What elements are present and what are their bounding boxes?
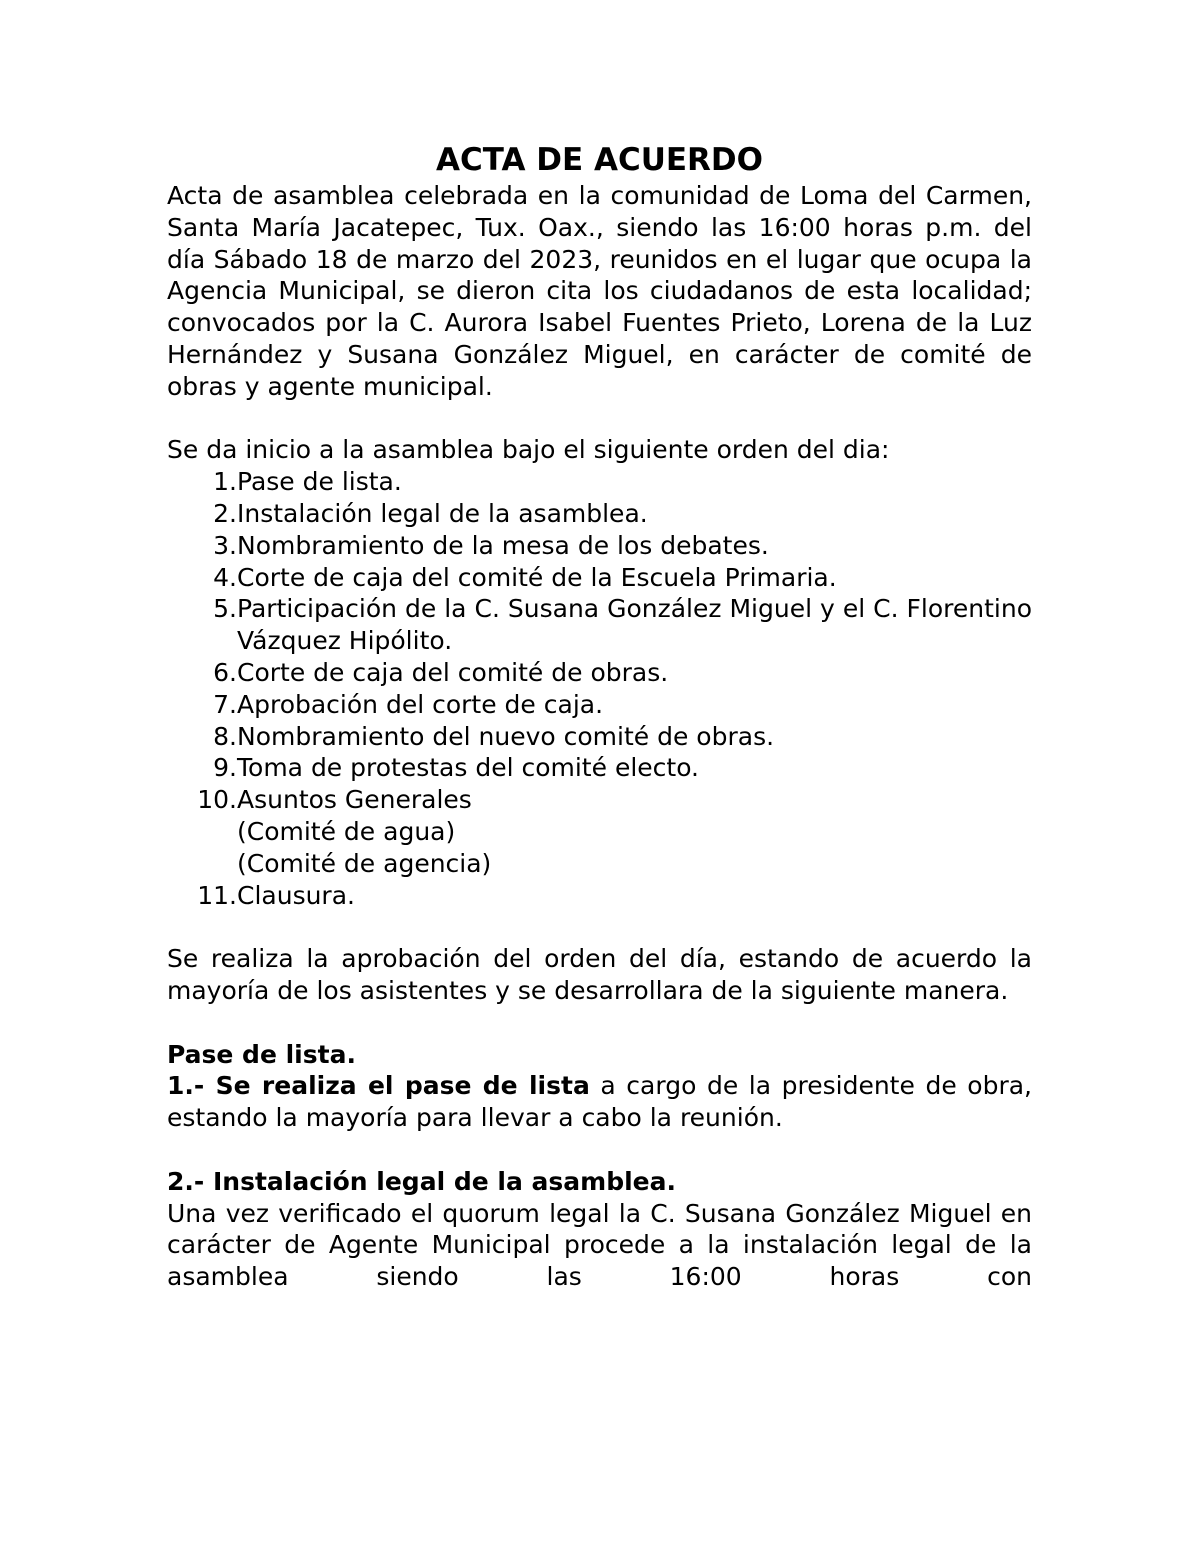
agenda-item-text: Clausura.	[237, 880, 355, 910]
agenda-item	[167, 530, 1032, 562]
section1-bold-lead: 1.- Se realiza el pase de lista	[167, 1071, 590, 1101]
agenda-item-number: 9.	[213, 753, 237, 783]
section2-paragraph: Una vez verificado el quorum legal la C. Susana González Miguel en carácter de Agente Municipal procede a la instalación legal de la asamblea siendo las 16:00 horas con	[167, 1198, 1032, 1292]
agenda-item-number: 1.	[213, 467, 237, 497]
agenda-item-number: 3.	[213, 530, 237, 560]
section1-text: a cargo de la presidente de obra, estando la mayoría para llevar a cabo la reunión.	[167, 1071, 1032, 1133]
agenda-item-number: 8.	[213, 721, 237, 751]
section1-paragraph	[167, 1070, 1032, 1134]
agenda-item	[167, 752, 1032, 784]
agenda-item-text: Participación de la C. Susana González Miguel y el C. Florentino Vázquez Hipólito.	[237, 594, 1032, 656]
spacer	[167, 1134, 1032, 1166]
document-page	[167, 140, 1032, 1293]
agenda-list	[167, 466, 1032, 911]
agenda-item-number: 7.	[213, 689, 237, 719]
agenda-item	[167, 689, 1032, 721]
agenda-item-number: 10.	[197, 785, 237, 815]
agenda-item-number: 4.	[213, 562, 237, 592]
section2-heading: 2.- Instalación legal de la asamblea.	[167, 1166, 676, 1196]
agenda-item-number: 11.	[197, 880, 237, 910]
agenda-sub-item: (Comité de agencia)	[237, 848, 492, 878]
agenda-item-number: 2.	[213, 498, 237, 528]
intro-paragraph: Acta de asamblea celebrada en la comunidad de Loma del Carmen, Santa María Jacatepec, Tux. Oax., siendo las 16:00 horas p.m. del día Sábado 18 de marzo del 2023, reunidos en el lugar que ocupa la Agencia Municipal, se dieron cita los ciudadanos de esta localidad; convocados por la C. Aurora Isabel Fuentes Prieto, Lorena de la Luz Hernández y Susana González Miguel, en carácter de comité de obras y agente municipal.	[167, 181, 1032, 401]
agenda-item	[167, 498, 1032, 530]
spacer	[167, 911, 1032, 943]
agenda-item-text: Toma de protestas del comité electo.	[237, 753, 699, 783]
agenda-item	[167, 657, 1032, 689]
agenda-item	[167, 466, 1032, 498]
agenda-item-text: Instalación legal de la asamblea.	[237, 498, 648, 528]
spacer	[167, 1007, 1032, 1039]
agenda-item-text: Aprobación del corte de caja.	[237, 689, 604, 719]
section1-heading: Pase de lista.	[167, 1039, 356, 1069]
agenda-item	[167, 593, 1032, 657]
agenda-item	[167, 562, 1032, 594]
agenda-item-text: Pase de lista.	[237, 467, 402, 497]
agenda-item-text: Asuntos Generales	[237, 785, 472, 815]
agenda-item	[167, 784, 1032, 816]
agenda-item-text: Nombramiento de la mesa de los debates.	[237, 530, 769, 560]
agenda-item	[167, 880, 1032, 912]
agenda-item-text: Corte de caja del comité de la Escuela Primaria.	[237, 562, 837, 592]
approval-paragraph: Se realiza la aprobación del orden del día, estando de acuerdo la mayoría de los asistentes y se desarrollara de la siguiente manera.	[167, 944, 1032, 1005]
spacer	[167, 403, 1032, 435]
agenda-item-text: Nombramiento del nuevo comité de obras.	[237, 721, 775, 751]
agenda-intro: Se da inicio a la asamblea bajo el siguiente orden del dia:	[167, 435, 890, 465]
agenda-item	[167, 721, 1032, 753]
agenda-item-number: 6.	[213, 657, 237, 687]
agenda-item-number: 5.	[213, 594, 237, 624]
document-title: ACTA DE ACUERDO	[435, 142, 763, 178]
agenda-item-text: Corte de caja del comité de obras.	[237, 657, 669, 687]
agenda-sub-item: (Comité de agua)	[237, 816, 456, 846]
